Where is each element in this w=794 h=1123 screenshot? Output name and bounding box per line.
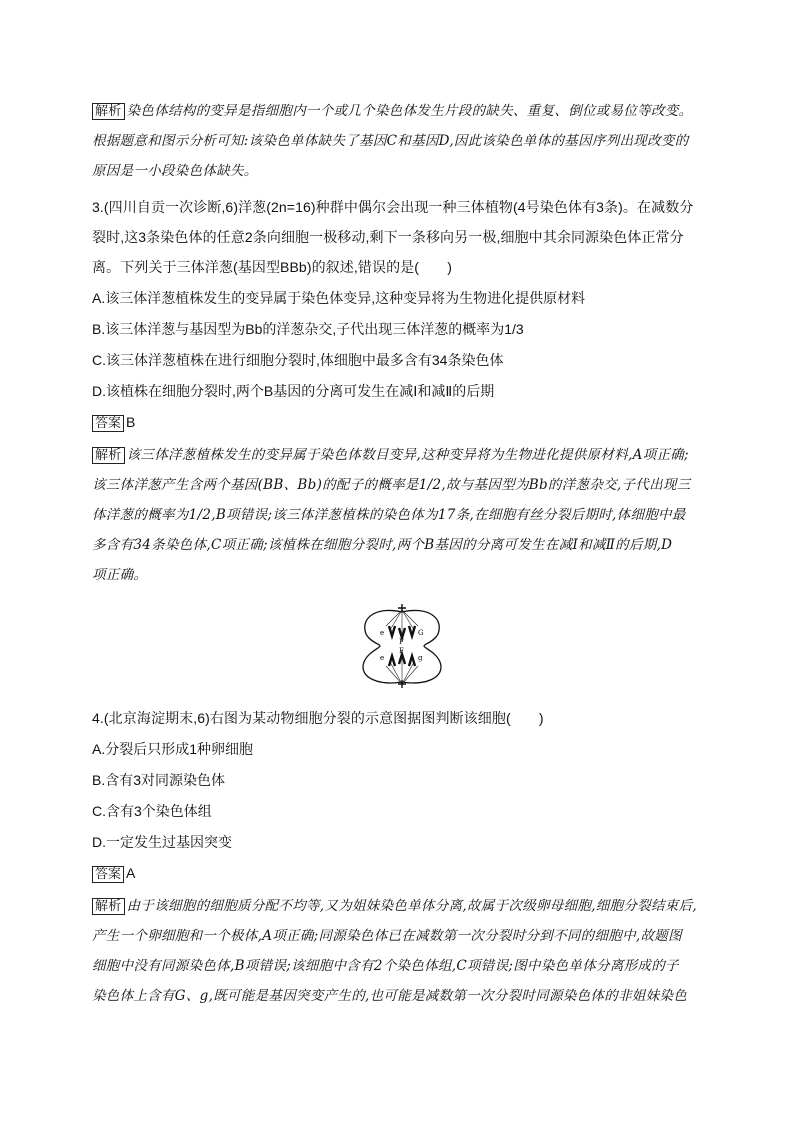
analysis-line: 项正确。 [92, 567, 148, 583]
gene-label-e: e [380, 654, 385, 662]
analysis-line: 染色体上含有G、g,既可能是基因突变产生的,也可能是减数第一次分裂时同源染色体的非姐妹染色 [92, 988, 688, 1004]
option-d: D.一定发生过基因突变 [92, 834, 232, 850]
option-a: A.分裂后只形成1种卵细胞 [92, 741, 254, 757]
analysis-line: 产生一个卵细胞和一个极体,A项正确;同源染色体已在减数第一次分裂时分到不同的细胞中,故题图 [92, 928, 682, 944]
analysis-line: 多含有34条染色体,C项正确;该植株在细胞分裂时,两个B基因的分离可发生在减Ⅰ和减Ⅱ的后期,D [92, 537, 673, 553]
gene-label-g: g [418, 654, 423, 662]
analysis-line: 细胞中没有同源染色体,B项错误;该细胞中含有2个染色体组,C项错误;图中染色单体分离形成的子 [92, 958, 679, 974]
gene-label-G: G [418, 629, 424, 637]
answer-line [92, 411, 135, 435]
analysis-line: 原因是一小段染色体缺失。 [92, 163, 258, 179]
answer-tag: 答案 [92, 866, 124, 883]
answer-value: B [126, 414, 136, 430]
question-3-stem: 3.(四川自贡一次诊断,6)洋葱(2n=16)种群中偶尔会出现一种三体植物(4号染色体有3条)。在减数分 [92, 199, 694, 215]
option-d: D.该植株在细胞分裂时,两个B基因的分离可发生在减Ⅰ和减Ⅱ的后期 [92, 383, 495, 399]
analysis-tag: 解析 [92, 103, 125, 120]
question-3-stem: 离。下列关于三体洋葱(基因型BBb)的叙述,错误的是( ) [92, 259, 452, 275]
question-4-stem: 4.(北京海淀期末,6)右图为某动物细胞分裂的示意图据图判断该细胞( ) [92, 710, 544, 726]
answer-value: A [126, 865, 136, 881]
option-b: B.含有3对同源染色体 [92, 772, 226, 788]
analysis-line: 解析 染色体结构的变异是指细胞内一个或几个染色体发生片段的缺失、重复、倒位或易位等改变。 [92, 100, 692, 123]
analysis-line: 该三体洋葱产生含两个基因(BB、Bb)的配子的概率是1/2,故与基因型为Bb的洋葱杂交,子代出现三 [92, 477, 691, 493]
option-a: A.该三体洋葱植株发生的变异属于染色体变异,这种变异将为生物进化提供原材料 [92, 290, 586, 306]
analysis-line: 根据题意和图示分析可知:该染色单体缺失了基因C和基因D,因此该染色单体的基因序列出现改变的 [92, 133, 689, 149]
analysis-line: 解析 由于该细胞的细胞质分配不均等,又为姐妹染色单体分离,故属于次级卵母细胞,细胞分裂结束后, [92, 895, 697, 918]
analysis-line: 体洋葱的概率为1/2,B项错误;该三体洋葱植株的染色体为17条,在细胞有丝分裂后期时,体细胞中最 [92, 507, 686, 523]
analysis-line: 解析 该三体洋葱植株发生的变异属于染色体数目变异,这种变异将为生物进化提供原材料,A项正确; [92, 444, 689, 467]
answer-tag: 答案 [92, 415, 124, 432]
question-3-stem: 裂时,这3条染色体的任意2条向细胞一极移动,剩下一条移向另一极,细胞中其余同源染色体正常分 [92, 229, 684, 245]
option-c: C.含有3个染色体组 [92, 803, 212, 819]
option-b: B.该三体洋葱与基因型为Bb的洋葱杂交,子代出现三体洋葱的概率为1/3 [92, 321, 524, 337]
gene-label-F: F [399, 647, 404, 655]
analysis-tag: 解析 [92, 898, 125, 915]
answer-line [92, 862, 135, 886]
option-c: C.该三体洋葱植株在进行细胞分裂时,体细胞中最多含有34条染色体 [92, 352, 504, 368]
cell-division-figure [356, 604, 448, 688]
analysis-tag: 解析 [92, 447, 125, 464]
gene-label-e: e [380, 629, 385, 637]
gene-label-F: F [399, 638, 404, 646]
